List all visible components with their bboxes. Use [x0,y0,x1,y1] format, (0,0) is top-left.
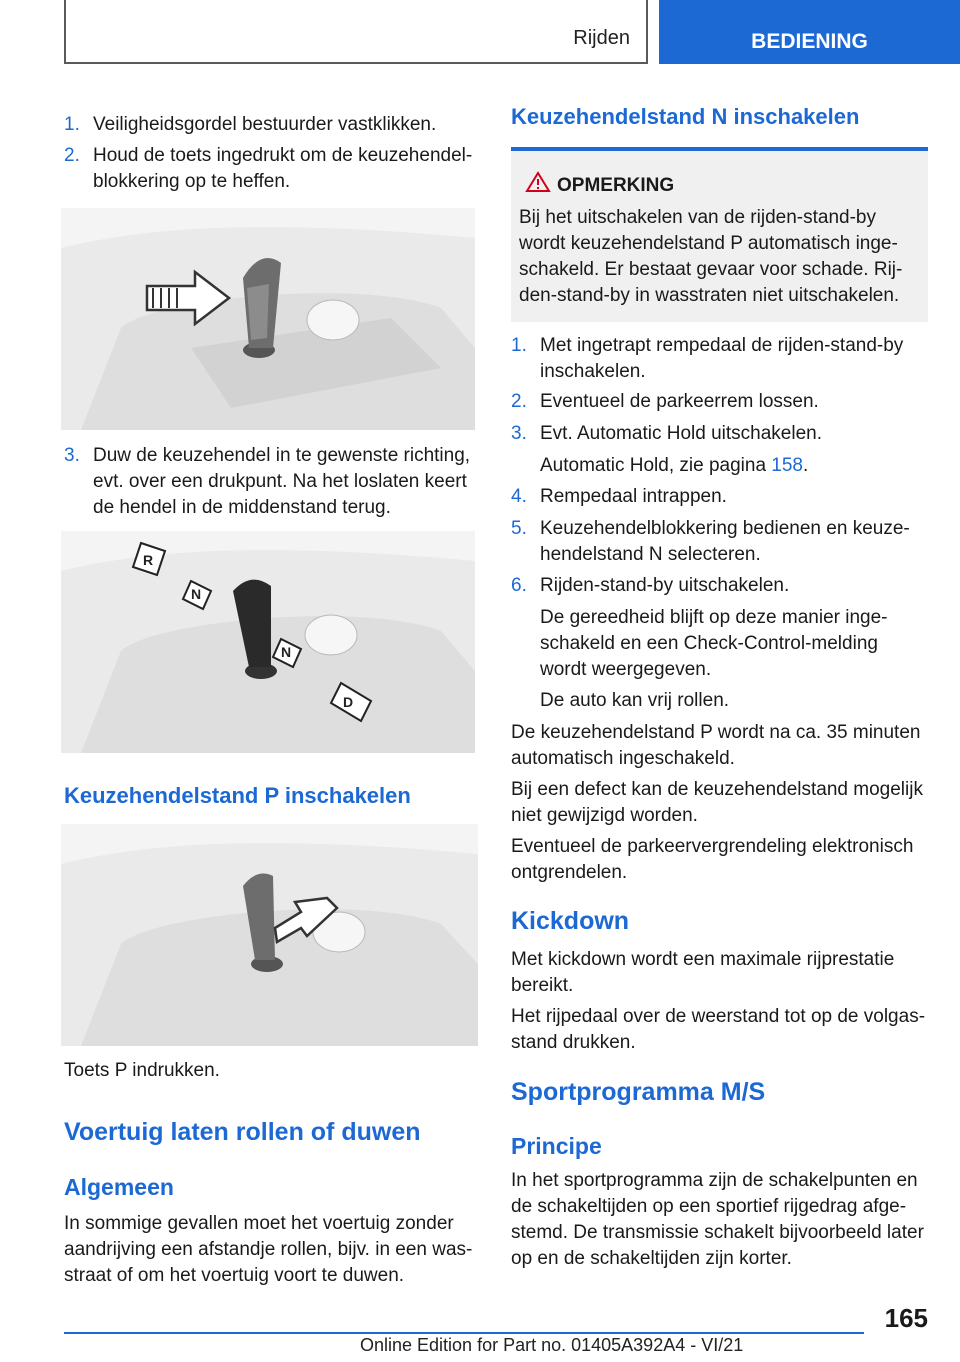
list-text: Evt. Automatic Hold uitschakelen. [540,423,822,444]
list-number: 2. [511,391,527,412]
paragraph: Met kickdown wordt een maximale rijprestatie bereikt. [511,949,895,996]
section-heading-roll: Voertuig laten rollen of duwen [64,1118,421,1146]
section-heading-kickdown: Kickdown [511,907,630,935]
shift-label-n: N [191,586,202,602]
list-number: 2. [64,145,80,166]
sub-text-prefix: Automatic Hold, zie pagina [540,455,772,476]
shift-label-n: N [281,644,292,660]
header-section-box [64,0,648,64]
shift-label-r: R [143,552,154,568]
general-paragraph: In sommige gevallen moet het voertuig zonder aandrijving een afstandje rollen, bijv. in een was-straat of om het voertuig voort te duwen. [64,1213,473,1286]
step-sub-text [540,453,929,479]
list-text: Rijden-stand-by uitschakelen. [540,575,790,596]
shift-label-d: D [343,694,354,710]
header-section-title: Rijden [573,27,630,49]
list-number: 6. [511,575,527,596]
list-number: 5. [511,518,527,539]
list-text: Keuzehendelblokkering bedienen en keuze-hendelstand N selecteren. [540,518,910,565]
sub-text-suffix: . [803,455,809,476]
warning-note [511,147,928,322]
list-text: Duw de keuzehendel in te gewenste richting, evt. over een drukpunt. Na het loslaten keert de hendel in de middenstand terug. [93,445,471,518]
header-chapter-title: BEDIENING [751,30,868,53]
list-text: Eventueel de parkeerrem lossen. [540,391,819,412]
paragraph: De keuzehendelstand P wordt na ca. 35 minuten automatisch ingeschakeld. [511,722,921,769]
warning-triangle-icon [525,171,551,193]
image-caption: Toets P indrukken. [64,1060,220,1081]
step-sub-text: De gereedheid blijft op deze manier inge-schakeld en een Check-Control-melding wordt weergegeven. [540,607,888,680]
list-number: 4. [511,486,527,507]
gear-lever-shift-diagram [61,531,475,753]
list-text: Rempedaal intrappen. [540,486,727,507]
subheading-general: Algemeen [64,1174,174,1200]
gear-lever-p-button-illustration [61,824,478,1046]
list-number: 3. [511,423,527,444]
paragraph: Eventueel de parkeervergrendeling elektronisch ontgrendelen. [511,836,914,883]
list-number: 1. [64,114,80,135]
footer-edition: Online Edition for Part no. 01405A392A4 - VI/21 [360,1335,744,1355]
section-heading-sport: Sportprogramma M/S [511,1078,766,1106]
subheading-principle: Principe [511,1133,602,1159]
note-title: OPMERKING [557,175,675,196]
section-heading-p: Keuzehendelstand P inschakelen [64,783,411,808]
gear-lever-unlock-illustration [61,208,475,430]
list-number: 1. [511,335,527,356]
list-text: Veiligheidsgordel bestuurder vastklikken. [93,114,437,135]
principle-paragraph: In het sportprogramma zijn de schakelpunten en de schakeltijden op een sportief rijgedrag afge-stemd. De transmissie schakelt bijvoorbeeld later op en de schakeltijden zijn korter. [511,1170,924,1269]
paragraph: Het rijpedaal over de weerstand tot op de volgas-stand drukken. [511,1006,926,1053]
note-text: Bij het uitschakelen van de rijden-stand-by wordt keuzehendelstand P automatisch inge-schakeld. Er bestaat gevaar voor schade. Rij-den-stand-by in wasstraten niet uitschakelen. [519,207,903,306]
step-sub-text: De auto kan vrij rollen. [540,690,730,711]
header-chapter-tab [659,0,960,64]
list-text: Houd de toets ingedrukt om de keuzehendel-blokkering op te heffen. [93,145,473,192]
page-reference-link[interactable]: 158 [771,455,803,476]
paragraph: Bij een defect kan de keuzehendelstand mogelijk niet gewijzigd worden. [511,779,923,826]
footer-divider [64,1332,864,1334]
page-number: 165 [884,1303,928,1333]
list-number: 3. [64,445,80,466]
list-text: Met ingetrapt rempedaal de rijden-stand-by inschakelen. [540,335,904,382]
section-heading-n: Keuzehendelstand N inschakelen [511,104,860,129]
